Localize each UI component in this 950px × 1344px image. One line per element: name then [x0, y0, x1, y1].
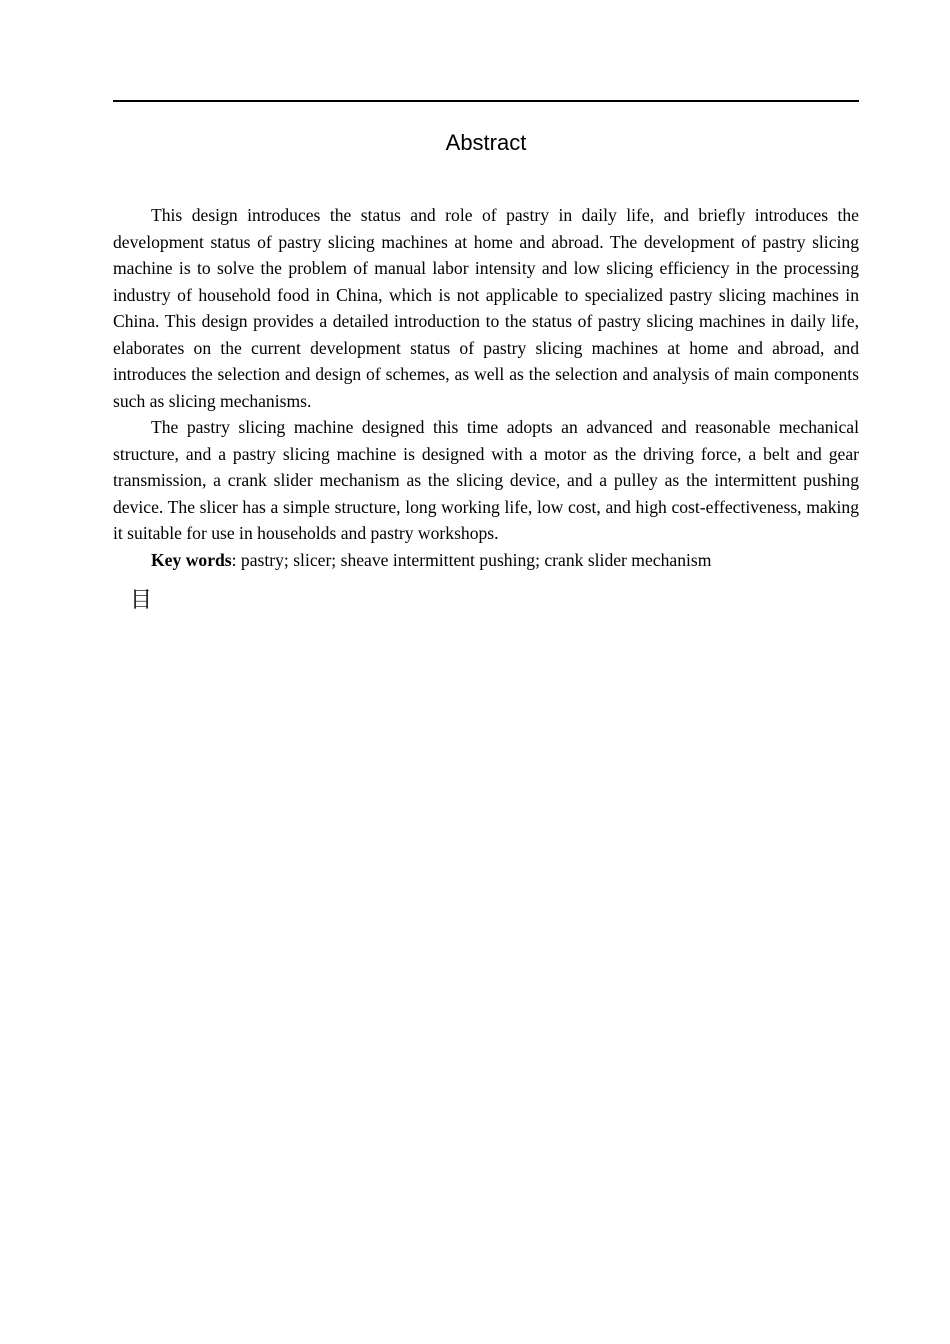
- keywords-list: : pastry; slicer; sheave intermittent pushing; crank slider mechanism: [231, 549, 712, 570]
- keywords-label: Key words: [151, 549, 232, 570]
- abstract-paragraph-2: The pastry slicing machine designed this time adopts an advanced and reasonable mechanical structure, and a pastry slicing machine is designed with a motor as the driving force, a belt and gear transmission, a crank slider mechanism as the slicing device, and a pulley as the intermittent pushing device. The slicer has a simple structure, long working life, low cost, and high cost-effectiveness, making it suitable for use in households and pastry workshops.: [113, 417, 859, 543]
- header-rule: [113, 100, 859, 102]
- keywords-line: [113, 547, 859, 574]
- abstract-title: Abstract: [445, 130, 527, 155]
- toc-heading-fragment: 目: [130, 588, 153, 613]
- abstract-body: [113, 202, 859, 573]
- abstract-paragraph-1: This design introduces the status and role of pastry in daily life, and briefly introduces the development status of pastry slicing machines at home and abroad. The development of pastry slicing machine is to solve the problem of manual labor intensity and low slicing efficiency in the processing industry of household food in China, which is not applicable to specialized pastry slicing machines in China. This design provides a detailed introduction to the status of pastry slicing machines in daily life, elaborates on the current development status of pastry slicing machines at home and abroad, and introduces the selection and design of schemes, as well as the selection and analysis of main components such as slicing mechanisms.: [113, 205, 859, 411]
